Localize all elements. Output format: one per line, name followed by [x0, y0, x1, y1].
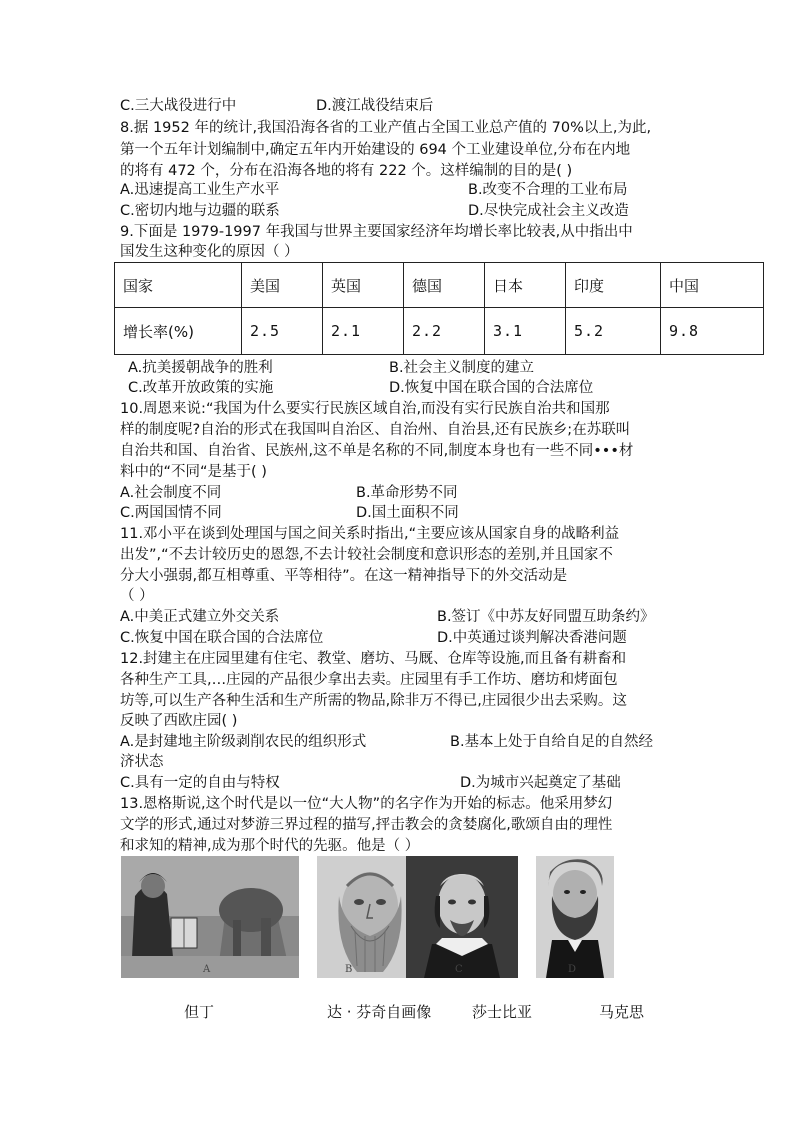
- table-cell: 国家: [115, 263, 242, 308]
- portrait-a-image: [121, 856, 299, 978]
- q9-stem-line2: 国发生这种变化的原因（ ）: [120, 244, 299, 260]
- q8-option-a: A.迅速提高工业生产水平: [120, 182, 280, 198]
- q12-option-d: D.为城市兴起奠定了基础: [460, 775, 621, 791]
- q10-option-d: D.国土面积不同: [356, 505, 459, 521]
- q9-option-c: C.改革开放政策的实施: [128, 380, 274, 396]
- q9-option-a: A.抗美援朝战争的胜利: [128, 360, 273, 376]
- q7-option-c: C.三大战役进行中: [120, 98, 237, 114]
- q12-option-b: B.基本上处于自给自足的自然经: [450, 734, 654, 750]
- q12-stem-line3: 坊等,可以生产各种生活和生产所需的物品,除非万不得已,庄园很少出去采购。这: [120, 693, 627, 709]
- q8-option-d: D.尽快完成社会主义改造: [468, 203, 629, 219]
- q11-stem-line4: （ ）: [120, 588, 154, 604]
- q12-stem-line1: 12.封建主在庄园里建有住宅、教堂、磨坊、马厩、仓库等设施,而且备有耕畜和: [120, 651, 627, 667]
- caption-marx: 马克思: [599, 1003, 645, 1021]
- table-cell: 德国: [404, 263, 485, 308]
- q9-option-d: D.恢复中国在联合国的合法席位: [389, 380, 594, 396]
- q13-stem-line1: 13.恩格斯说,这个时代是以一位“大人物”的名字作为开始的标志。他采用梦幻: [120, 796, 613, 812]
- q12-option-c: C.具有一定的自由与特权: [120, 775, 280, 791]
- table-row: [115, 308, 764, 355]
- q9-stem-line1: 9.下面是 1979-1997 年我国与世界主要国家经济年均增长率比较表,从中指出中: [120, 224, 633, 240]
- portrait-letter-a: A: [203, 964, 211, 975]
- q11-option-d: D.中英通过谈判解决香港问题: [437, 630, 627, 646]
- table-cell: 2.5: [242, 308, 323, 355]
- table-cell: 日本: [485, 263, 566, 308]
- q10-stem-line1: 10.周恩来说:“我国为什么要实行民族区域自治,而没有实行民族自治共和国那: [120, 401, 610, 417]
- portrait-c-image: [406, 856, 518, 978]
- caption-da-vinci: 达 · 芬奇自画像: [327, 1003, 432, 1021]
- q10-stem-line2: 样的制度呢?自治的形式在我国叫自治区、自治州、自治县,还有民族乡;在苏联叫: [120, 422, 631, 438]
- portrait-strip: [121, 856, 614, 978]
- portrait-letter-c: C: [455, 964, 463, 975]
- q11-stem-line1: 11.邓小平在谈到处理国与国之间关系时指出,“主要应该从国家自身的战略利益: [120, 526, 620, 542]
- q10-option-c: C.两国国情不同: [120, 505, 222, 521]
- q11-stem-line2: 出发”,“不去计较历史的恩怨,不去计较社会制度和意识形态的差别,并且国家不: [120, 547, 613, 563]
- q11-option-a: A.中美正式建立外交关系: [120, 609, 280, 625]
- table-cell: 英国: [323, 263, 404, 308]
- table-cell: 美国: [242, 263, 323, 308]
- table-cell: 9.8: [661, 308, 764, 355]
- q8-option-b: B.改变不合理的工业布局: [468, 182, 628, 198]
- q8-stem-line3: 的将有 472 个，分布在沿海各地的将有 222 个。这样编制的目的是( ): [120, 163, 573, 179]
- q10-option-b: B.革命形势不同: [356, 485, 458, 501]
- q10-option-a: A.社会制度不同: [120, 485, 222, 501]
- portrait-d-image: [536, 856, 614, 978]
- q10-stem-line4: 料中的“不同“是基于( ): [120, 464, 267, 480]
- marx-portrait-image: [536, 856, 614, 978]
- caption-shakespeare: 莎士比亚: [472, 1003, 533, 1021]
- q8-option-c: C.密切内地与边疆的联系: [120, 203, 280, 219]
- caption-dante: 但丁: [184, 1003, 215, 1021]
- shakespeare-portrait-image: [406, 856, 518, 978]
- q11-option-b: B.签订《中苏友好同盟互助条约》: [437, 609, 655, 625]
- q9-option-b: B.社会主义制度的建立: [389, 360, 535, 376]
- q12-option-b-continued: 济状态: [120, 754, 164, 770]
- table-cell: 印度: [566, 263, 661, 308]
- portrait-letter-d: D: [568, 964, 577, 975]
- q12-option-a: A.是封建地主阶级剥削农民的组织形式: [120, 734, 367, 750]
- portrait-letter-b: B: [345, 964, 353, 975]
- q12-stem-line2: 各种生产工具,…庄园的产品很少拿出去卖。庄园里有手工作坊、磨坊和烤面包: [120, 672, 618, 688]
- q10-stem-line3: 自治共和国、自治省、民族州,这不单是名称的不同,制度本身也有一些不同•••材: [120, 443, 634, 459]
- table-header-row: [115, 263, 764, 308]
- table-cell: 3.1: [485, 308, 566, 355]
- dante-portrait-image: [121, 856, 299, 978]
- table-cell: 中国: [661, 263, 764, 308]
- q7-option-d: D.渡江战役结束后: [316, 98, 434, 114]
- q13-stem-line3: 和求知的精神,成为那个时代的先驱。他是（ ）: [120, 838, 420, 854]
- q13-stem-line2: 文学的形式,通过对梦游三界过程的描写,抨击教会的贪婪腐化,歌颂自由的理性: [120, 817, 613, 833]
- q12-stem-line4: 反映了西欧庄园( ): [120, 713, 238, 729]
- growth-rate-table: [114, 262, 764, 355]
- table-cell: 增长率(%): [115, 308, 242, 355]
- q11-stem-line3: 分大小强弱,都互相尊重、平等相待”。在这一精神指导下的外交活动是: [120, 568, 568, 584]
- table-cell: 5.2: [566, 308, 661, 355]
- q11-option-c: C.恢复中国在联合国的合法席位: [120, 630, 324, 646]
- table-cell: 2.2: [404, 308, 485, 355]
- q8-stem-line1: 8.据 1952 年的统计,我国沿海各省的工业产值占全国工业总产值的 70%以上,为此,: [120, 120, 652, 136]
- q8-stem-line2: 第一个五年计划编制中,确定五年内开始建设的 694 个工业建设单位,分布在内地: [120, 142, 631, 158]
- table-cell: 2.1: [323, 308, 404, 355]
